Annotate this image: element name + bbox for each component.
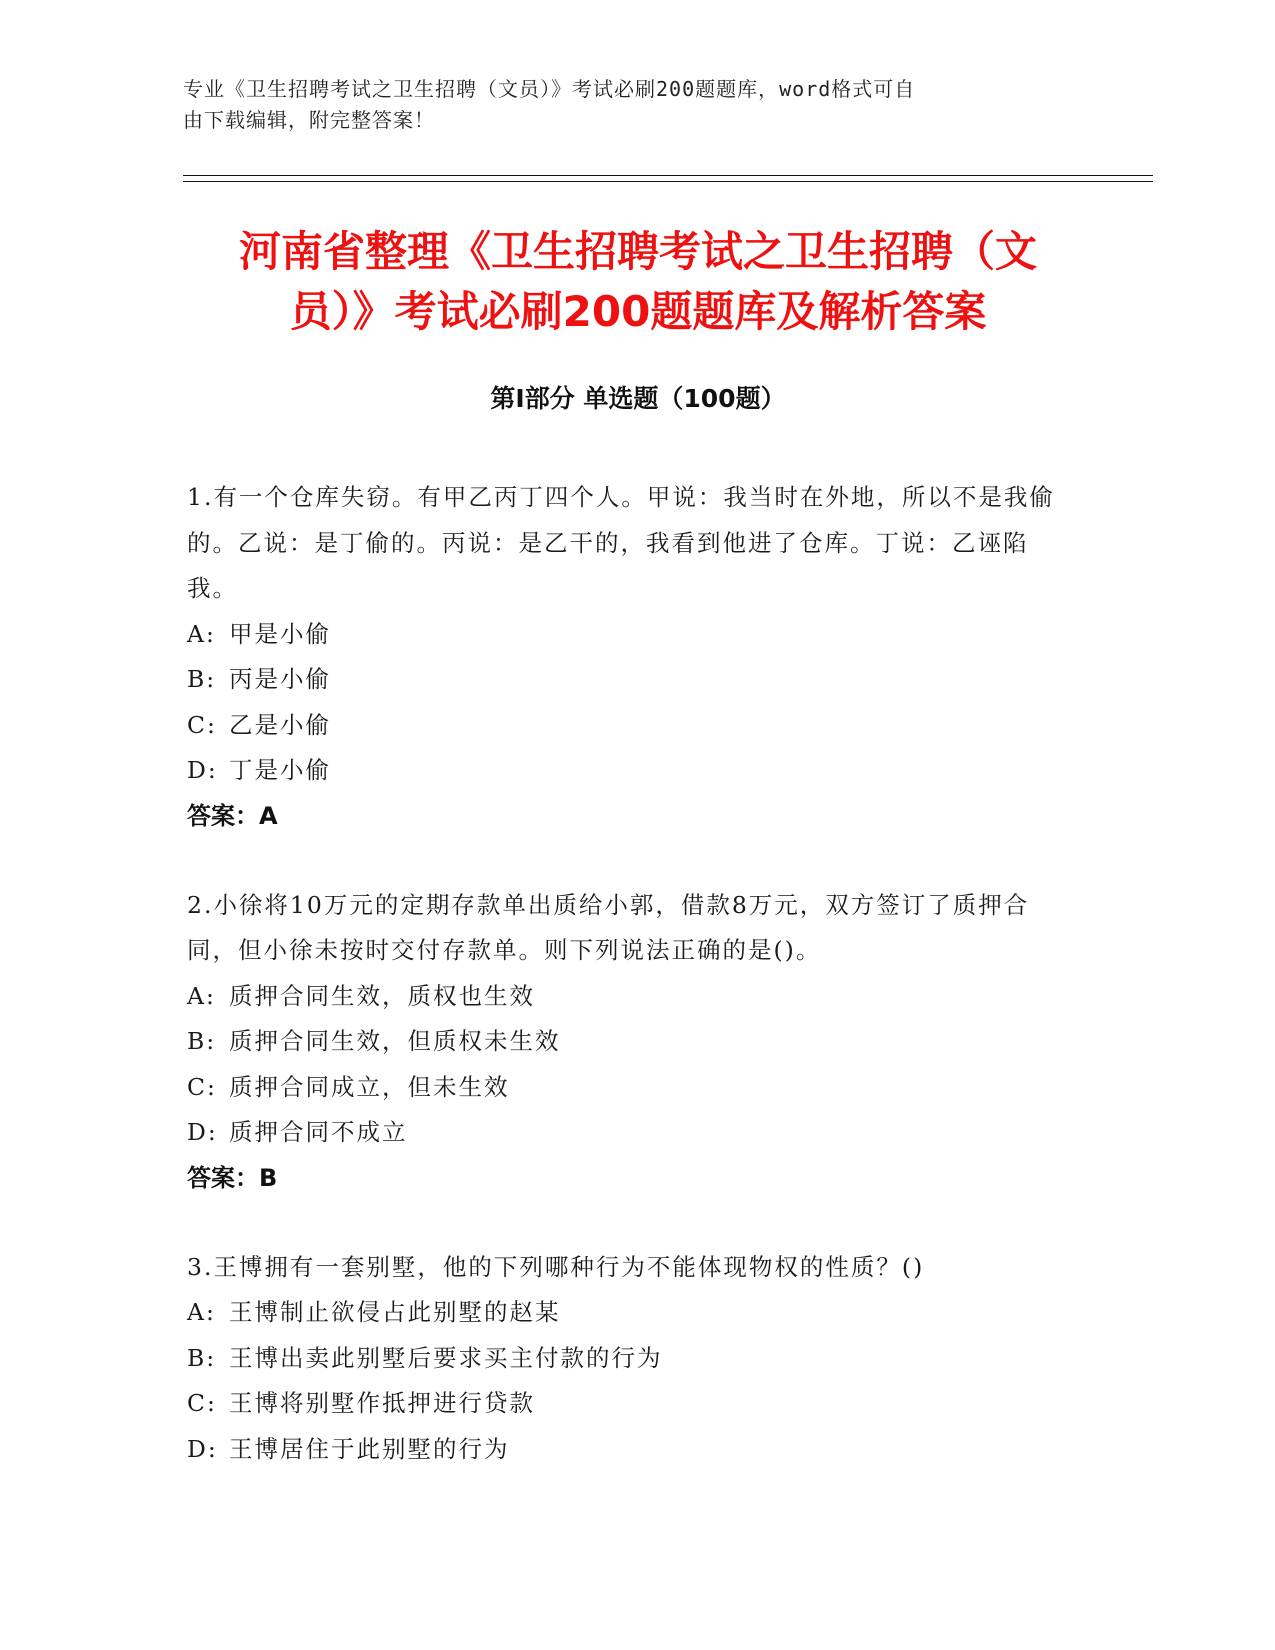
question-number: 2 . <box>187 891 213 919</box>
option-text: 质押合同生效，但质权未生效 <box>229 1027 561 1055</box>
question-3 <box>187 1245 1067 1473</box>
option-d <box>187 1110 1067 1156</box>
question-number: 1 . <box>187 483 213 511</box>
option-b <box>187 657 1067 703</box>
option-text: 丁是小偷 <box>229 756 331 784</box>
option-text: 王博将别墅作抵押进行贷款 <box>229 1389 535 1417</box>
answer-line: 答案：A <box>187 801 278 830</box>
header-note-line-1: 专业《卫生招聘考试之卫生招聘（文员）》考试必刷200题题库，word格式可自 <box>183 77 916 101</box>
option-key: B: <box>187 1343 217 1372</box>
document-title-line-1: 河南省整理《卫生招聘考试之卫生招聘（文 <box>238 227 1037 276</box>
option-text: 王博出卖此别墅后要求买主付款的行为 <box>229 1343 663 1372</box>
option-b <box>187 1336 1067 1382</box>
question-text: 有一个仓库失窃。有甲乙丙丁四个人。甲说：我当时在外地，所以不是我偷的。乙说：是丁偷的。丙说：是乙干的，我看到他进了仓库。丁说：乙诬陷我。 <box>187 483 1055 602</box>
option-text: 王博制止欲侵占此别墅的赵某 <box>229 1298 561 1326</box>
header-divider-bottom <box>183 181 1153 182</box>
option-key: D: <box>187 1118 218 1146</box>
header-divider-top <box>183 175 1153 176</box>
option-b <box>187 1019 1067 1065</box>
question-number: 3 . <box>187 1253 213 1281</box>
question-1 <box>187 475 1067 839</box>
option-key: A: <box>187 981 216 1010</box>
option-text: 质押合同不成立 <box>229 1118 408 1146</box>
option-key: C: <box>187 710 217 739</box>
option-key: D: <box>187 1434 218 1463</box>
option-key: C: <box>187 1389 217 1417</box>
header-note <box>183 74 1063 136</box>
question-text: 王博拥有一套别墅，他的下列哪种行为不能体现物权的性质？() <box>213 1252 925 1281</box>
option-key: B: <box>187 1027 217 1055</box>
option-key: A: <box>187 1298 216 1326</box>
option-text: 乙是小偷 <box>229 710 331 739</box>
option-key: C: <box>187 1072 217 1101</box>
option-c <box>187 1381 1067 1427</box>
question-stem <box>187 1245 1067 1291</box>
option-c <box>187 1065 1067 1111</box>
header-note-line-2: 由下载编辑，附完整答案！ <box>183 108 435 132</box>
answer-line: 答案：B <box>187 1163 278 1192</box>
option-key: A: <box>187 619 216 648</box>
document-title-line-2: 员）》考试必刷200题题库及解析答案 <box>289 287 987 336</box>
option-text: 质押合同成立，但未生效 <box>229 1072 510 1101</box>
option-a <box>187 612 1067 658</box>
option-a <box>187 1290 1067 1336</box>
question-text: 小徐将10万元的定期存款单出质给小郭，借款8万元，双方签订了质押合同，但小徐未按时交付存款单。则下列说法正确的是()。 <box>187 890 1030 964</box>
option-d <box>187 748 1067 794</box>
option-d <box>187 1427 1067 1473</box>
document-title <box>183 222 1093 342</box>
section-heading: 第Ⅰ部分 单选题（100题） <box>490 384 786 413</box>
question-stem <box>187 475 1067 612</box>
option-key: D: <box>187 756 218 784</box>
question-stem <box>187 883 1067 974</box>
question-2 <box>187 883 1067 1201</box>
option-text: 丙是小偷 <box>229 665 331 693</box>
option-text: 甲是小偷 <box>229 619 331 648</box>
option-a <box>187 974 1067 1020</box>
question-list <box>187 475 1067 1516</box>
option-c <box>187 703 1067 749</box>
option-key: B: <box>187 665 217 693</box>
option-text: 王博居住于此别墅的行为 <box>229 1434 510 1463</box>
option-text: 质押合同生效，质权也生效 <box>229 981 535 1010</box>
